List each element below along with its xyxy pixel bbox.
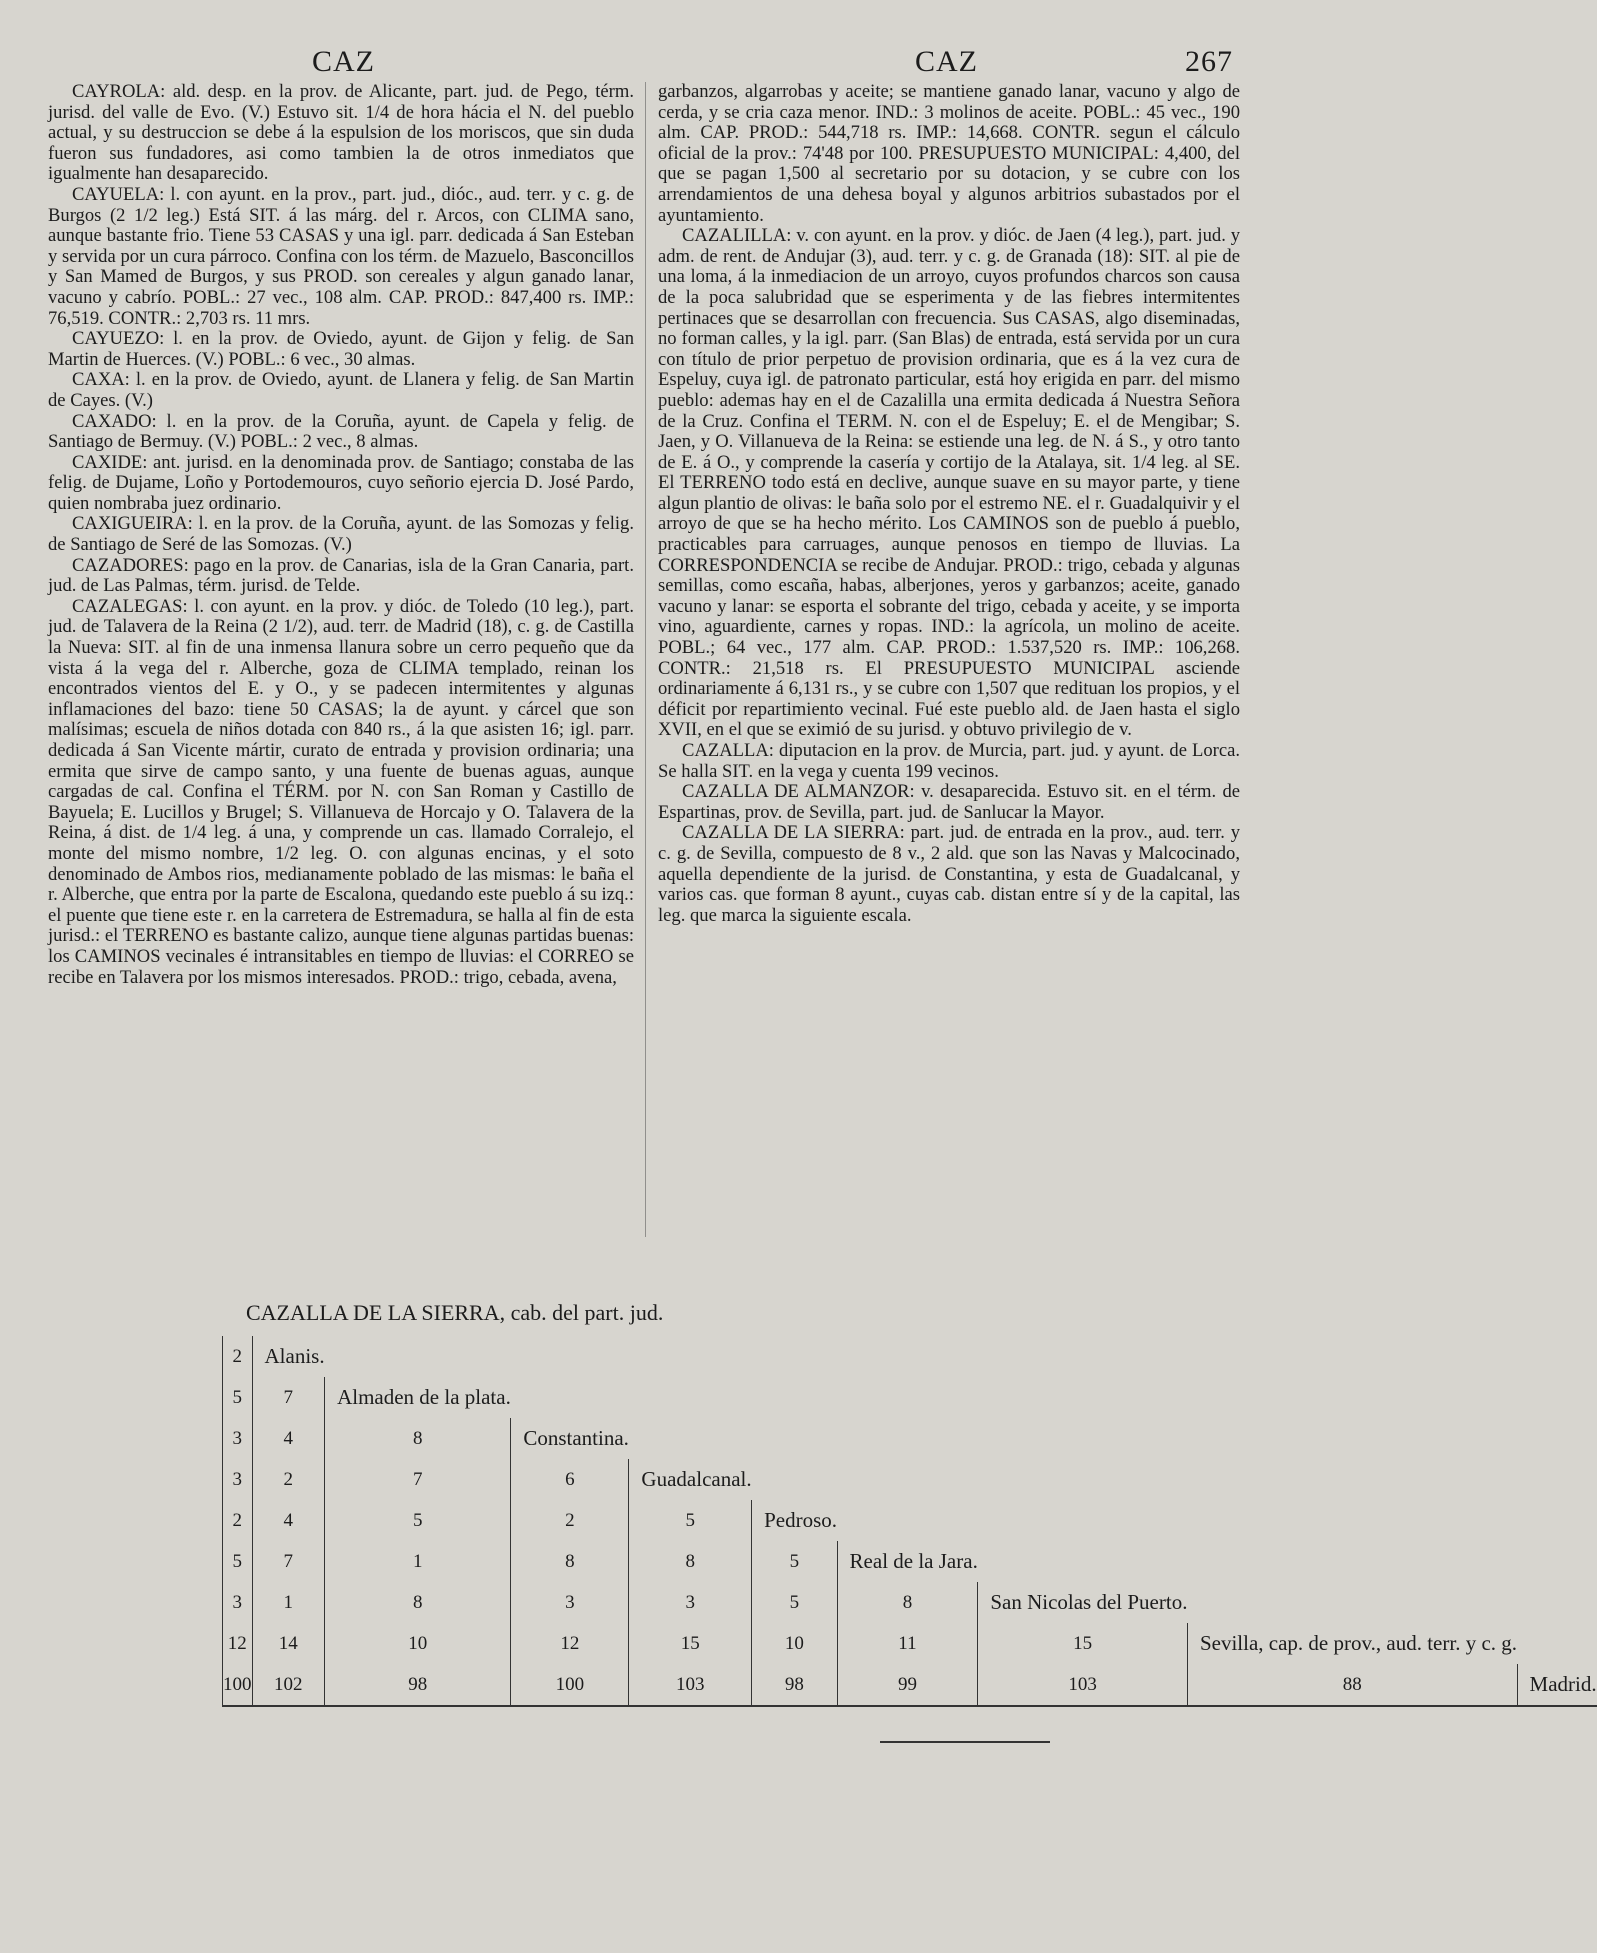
distance-cell: 100: [223, 1664, 253, 1706]
distance-row: [223, 1459, 1597, 1500]
distance-cell: 2: [511, 1500, 629, 1541]
column-divider: [645, 82, 646, 1237]
town-name: Almaden de la plata.: [325, 1377, 511, 1418]
entry-paragraph: CAXADO: l. en la prov. de la Coruña, ayunt. de Capela y felig. de Santiago de Bermuy. (V.) POBL.: 2 vec., 8 almas.: [48, 410, 634, 453]
distance-cell: 2: [223, 1336, 253, 1377]
distance-row: [223, 1623, 1597, 1664]
distance-cell: 4: [252, 1500, 325, 1541]
page-number: 267: [1185, 45, 1233, 78]
running-head-right: CAZ: [915, 45, 978, 78]
entry-paragraph: CAZALLA DE ALMANZOR: v. desaparecida. Estuvo sit. en el térm. de Espartinas, prov. de Sevilla, part. jud. de Sanlucar la Mayor.: [658, 781, 1240, 823]
entry-paragraph: CAYROLA: ald. desp. en la prov. de Alicante, part. jud. de Pego, térm. jurisd. del valle de Evo. (V.) Estuvo sit. 1/4 de hora hácia el N. del pueblo actual, y su destruccion se debe á la espulsion de los moriscos, que sin duda fueron sus fundadores, asi como tambien la de otros inmediatos que igualmente han desaparecido.: [48, 81, 634, 185]
distance-row: [223, 1377, 1597, 1418]
distance-cell: 8: [325, 1418, 511, 1459]
distance-row: [223, 1541, 1597, 1582]
distance-cell: 8: [325, 1582, 511, 1623]
distance-cell: 10: [752, 1623, 837, 1664]
distance-row: [223, 1500, 1597, 1541]
left-column: [48, 82, 634, 988]
distance-cell: 12: [511, 1623, 629, 1664]
entry-paragraph: CAXIDE: ant. jurisd. en la denominada prov. de Santiago; constaba de las felig. de Dujame, Loño y Portodemouros, cuyo señorio ejercia D. José Pardo, quien nombraba juez ordinario.: [48, 451, 634, 514]
entry-paragraph: CAZALLA DE LA SIERRA: part. jud. de entrada en la prov., aud. terr. y c. g. de Sevilla, compuesto de 8 v., 2 ald. que son las Navas y Malcocinado, aquella dependiente de la jurisd. de Constantina, y esta de Guadalcanal, y varios cas. que forman 8 ayunt., cuyas cab. distan entre sí y de la capital, las leg. que marca la siguiente escala.: [658, 822, 1240, 926]
distance-cell: 5: [325, 1500, 511, 1541]
distance-cell: 3: [223, 1459, 253, 1500]
distance-cell: 6: [511, 1459, 629, 1500]
distance-cell: 5: [752, 1582, 837, 1623]
distance-cell: 5: [629, 1500, 752, 1541]
distance-cell: 102: [252, 1664, 325, 1706]
table-underline: [880, 1741, 1050, 1743]
entry-paragraph: CAYUEZO: l. en la prov. de Oviedo, ayunt. de Gijon y felig. de San Martin de Huerces. (V.) POBL.: 6 vec., 30 almas.: [48, 328, 634, 370]
distance-cell: 14: [252, 1623, 325, 1664]
entry-paragraph: CAXIGUEIRA: l. en la prov. de la Coruña, ayunt. de las Somozas y felig. de Santiago de Seré de las Somozas. (V.): [48, 513, 634, 556]
running-head-left: CAZ: [312, 45, 375, 78]
distance-cell: 98: [325, 1664, 511, 1706]
distance-cell: 7: [252, 1377, 325, 1418]
distance-cell: 15: [978, 1623, 1188, 1664]
distance-row: [223, 1582, 1597, 1623]
town-name: San Nicolas del Puerto.: [978, 1582, 1188, 1623]
distance-cell: 3: [511, 1582, 629, 1623]
town-name: Guadalcanal.: [629, 1459, 752, 1500]
distance-cell: 88: [1187, 1664, 1517, 1706]
distance-cell: 3: [223, 1582, 253, 1623]
distance-cell: 5: [223, 1541, 253, 1582]
town-name: Real de la Jara.: [837, 1541, 978, 1582]
distance-cell: 103: [978, 1664, 1188, 1706]
entry-paragraph: CAZALLA: diputacion en la prov. de Murcia, part. jud. y ayunt. de Lorca. Se halla SIT. en la vega y cuenta 199 vecinos.: [658, 740, 1240, 782]
entry-paragraph: CAXA: l. en la prov. de Oviedo, ayunt. de Llanera y felig. de San Martin de Cayes. (V.): [48, 369, 634, 411]
distance-cell: 12: [223, 1623, 253, 1664]
distance-cell: 98: [752, 1664, 837, 1706]
entry-paragraph: CAZALILLA: v. con ayunt. en la prov. y dióc. de Jaen (4 leg.), part. jud. y adm. de rent. de Andujar (3), aud. terr. y c. g. de Granada (18): SIT. al pie de una loma, á la inmediacion de un arroyo, cuyos profundos charcos son causa de la poca salubridad que se esperimenta y de las fiebres intermitentes pertinaces que se desarrollan con frecuencia. Sus CASAS, algo diseminadas, no forman calles, y la igl. parr. (San Blas) de entrada, está servida por un cura con título de prior perpetuo de provision ordinaria, que es á la vez cura de Espeluy, cuya igl. de patronato particular, está hoy erigida en parr. del mismo pueblo: ademas hay en el de Cazalilla una ermita dedicada á Nuestra Señora de la Cruz. Confina el TERM. N. con el de Espeluy; E. el de Mengibar; S. Jaen, y O. Villanueva de la Reina: se estiende una leg. de N. á S., y otro tanto de E. á O., y comprende la casería y cortijo de la Atalaya, sit. 1/4 leg. al SE. El TERRENO todo está en declive, aunque suave en su mayor parte, y tiene algun plantio de olivas: le baña solo por el estremo NE. el r. Guadalquivir y el arroyo de que se ha hecho mérito. Los CAMINOS son de pueblo á pueblo, practicables para carruages, aunque penosos en tiempo de lluvias. La CORRESPONDENCIA se recibe de Andujar. PROD.: trigo, cebada y algunas semillas, como escaña, habas, alberjones, yeros y garbanzos; aceite, ganado vacuno y lanar: se esporta el sobrante del trigo, cebada y aceite, y se importa vino, aguardiente, carnes y ropas. IND.: la agrícola, un molino de aceite. POBL.; 64 vec., 177 alm. CAP. PROD.: 1.537,520 rs. IMP.: 106,268. CONTR.: 21,518 rs. El PRESUPUESTO MUNICIPAL asciende ordinariamente á 6,131 rs., y se cubre con 1,507 que redituan los propios, y el déficit por repartimiento vecinal. Fué este pueblo ald. de Jaen hasta el siglo XVII, en el que se eximió de su jurisd. y obtuvo privilegio de v.: [658, 225, 1240, 741]
distance-cell: 2: [223, 1500, 253, 1541]
distance-cell: 1: [252, 1582, 325, 1623]
distance-cell: 4: [252, 1418, 325, 1459]
distance-cell: 100: [511, 1664, 629, 1706]
distance-cell: 8: [511, 1541, 629, 1582]
entry-paragraph: CAZALEGAS: l. con ayunt. en la prov. y dióc. de Toledo (10 leg.), part. jud. de Talavera de la Reina (2 1/2), aud. terr. de Madrid (18), c. g. de Castilla la Nueva: SIT. al fin de una inmensa llanura sobre un cerro pequeño que da vista á la vega del r. Alberche, goza de CLIMA templado, reinan los encontrados vientos del E. y O., y se padecen intermitentes y algunas inflamaciones del bazo: tiene 50 CASAS; la de ayunt. y cárcel que son malísimas; escuela de niños dotada con 840 rs., á la que asisten 16; igl. parr. dedicada á San Vicente mártir, curato de entrada y provision ordinaria; una ermita que sirve de campo santo, y una fuente de buenas aguas, aunque cargadas de cal. Confina el TÉRM. por N. con San Roman y Castillo de Bayuela; E. Lucillos y Brugel; S. Villanueva de Horcajo y O. Talavera de la Reina, á dist. de 1/4 leg. á una, y comprende un cas. llamado Corralejo, el monte del mismo nombre, 1/2 leg. O. con algunas encinas, y el soto denominado de Ambos rios, medianamente poblado de las mismas: le baña el r. Alberche, que entra por la parte de Escalona, quedando este pueblo á su izq.: el puente que tiene este r. en la carretera de Estremadura, se halla al fin de esta jurisd.: el TERRENO es bastante calizo, aunque tiene algunas partidas buenas: los CAMINOS vecinales é intransitables en tiempo de lluvias: el CORREO se recibe en Talavera por los mismos interesados. PROD.: trigo, cebada, avena,: [48, 595, 634, 988]
town-name: Constantina.: [511, 1418, 629, 1459]
distance-row: [223, 1418, 1597, 1459]
distance-cell: 8: [837, 1582, 978, 1623]
distance-cell: 8: [629, 1541, 752, 1582]
distance-cell: 1: [325, 1541, 511, 1582]
right-column: [658, 82, 1240, 926]
town-name: Sevilla, cap. de prov., aud. terr. y c. g.: [1187, 1623, 1517, 1664]
town-name: Pedroso.: [752, 1500, 837, 1541]
distance-cell: 11: [837, 1623, 978, 1664]
distance-cell: 7: [325, 1459, 511, 1500]
distance-cell: 99: [837, 1664, 978, 1706]
distance-row: [223, 1664, 1597, 1706]
distance-cell: 10: [325, 1623, 511, 1664]
town-name: Madrid.: [1517, 1664, 1597, 1706]
distance-row: [223, 1336, 1597, 1377]
distance-cell: 5: [223, 1377, 253, 1418]
entry-paragraph: garbanzos, algarrobas y aceite; se mantiene ganado lanar, vacuno y algo de cerda, y se cria caza menor. IND.: 3 molinos de aceite. POBL.: 45 vec., 190 alm. CAP. PROD.: 544,718 rs. IMP.: 14,668. CONTR. segun el cálculo oficial de la prov.: 74'48 por 100. PRESUPUESTO MUNICIPAL: 4,400, del que se pagan 1,500 al secretario por su dotacion, y se cubre con los arrendamientos de una dehesa boyal y algunos arbitrios subastados por el ayuntamiento.: [658, 81, 1240, 226]
distance-cell: 15: [629, 1623, 752, 1664]
distance-cell: 7: [252, 1541, 325, 1582]
distance-cell: 3: [223, 1418, 253, 1459]
distance-cell: 2: [252, 1459, 325, 1500]
entry-paragraph: CAZADORES: pago en la prov. de Canarias, isla de la Gran Canaria, part. jud. de Las Palmas, térm. jurisd. de Telde.: [48, 554, 634, 597]
distance-table: [222, 1336, 1597, 1707]
entry-paragraph: CAYUELA: l. con ayunt. en la prov., part. jud., dióc., aud. terr. y c. g. de Burgos (2 1/2 leg.) Está SIT. á las márg. del r. Arcos, con CLIMA sano, aunque bastante frio. Tiene 53 CASAS y una igl. parr. dedicada á San Esteban y servida por un cura párroco. Confina con los térm. de Mazuelo, Basconcillos y San Mamed de Burgos, y sus PROD. son cereales y algun ganado lanar, vacuno y cabrío. POBL.: 27 vec., 108 alm. CAP. PROD.: 847,400 rs. IMP.: 76,519. CONTR.: 2,703 rs. 11 mrs.: [48, 183, 634, 329]
distance-cell: 5: [752, 1541, 837, 1582]
distance-cell: 103: [629, 1664, 752, 1706]
town-name: Alanis.: [252, 1336, 325, 1377]
distance-cell: 3: [629, 1582, 752, 1623]
distance-table-title: CAZALLA DE LA SIERRA, cab. del part. jud.: [246, 1300, 664, 1325]
